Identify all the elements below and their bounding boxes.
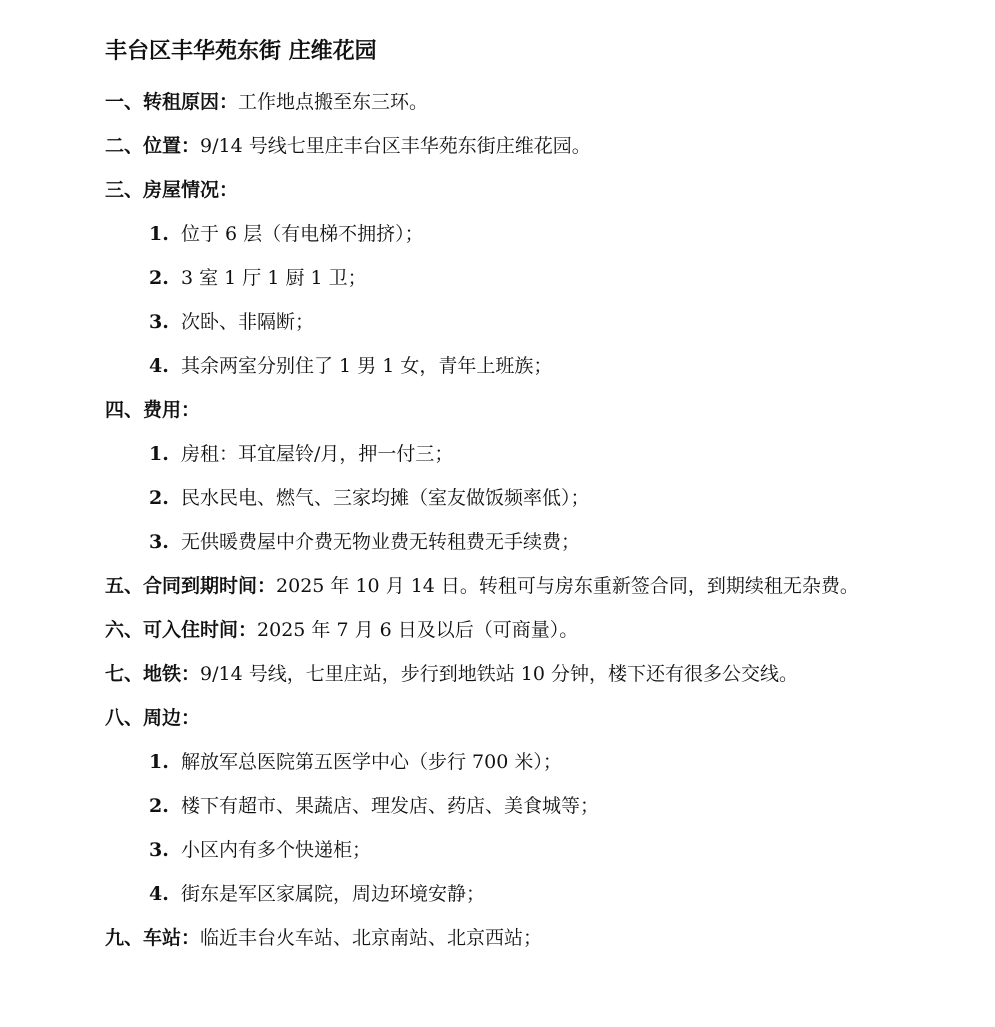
list-item xyxy=(105,740,965,784)
section-label: 五、合同到期时间： xyxy=(105,575,277,597)
list-item xyxy=(105,872,965,916)
item-text: 位于 6 层（有电梯不拥挤）； xyxy=(181,223,424,245)
item-number: 3. xyxy=(149,311,169,333)
item-number: 2. xyxy=(149,267,169,289)
item-number: 2. xyxy=(149,795,169,817)
document-title: 丰台区丰华苑东街 庄维花园 xyxy=(105,38,377,64)
section-label: 七、地铁： xyxy=(105,663,201,685)
section-subway xyxy=(105,652,965,696)
section-label: 二、位置： xyxy=(105,135,201,157)
list-item xyxy=(105,520,965,564)
item-text: 其余两室分别住了 1 男 1 女，青年上班族； xyxy=(181,355,553,377)
section-label: 六、可入住时间： xyxy=(105,619,258,641)
section-surroundings xyxy=(105,696,965,740)
section-label: 九、车站： xyxy=(105,927,201,949)
item-text: 次卧、非隔断； xyxy=(181,311,315,333)
section-label: 一、转租原因： xyxy=(105,91,239,113)
section-stations xyxy=(105,916,965,960)
section-house xyxy=(105,168,965,212)
section-location xyxy=(105,124,965,168)
item-number: 4. xyxy=(149,883,169,905)
item-text: 无供暖费屋中介费无物业费无转租费无手续费； xyxy=(181,531,581,553)
item-text: 3 室 1 厅 1 厨 1 卫； xyxy=(181,267,367,289)
section-label: 四、费用： xyxy=(105,399,201,421)
item-text: 楼下有超市、果蔬店、理发店、药店、美食城等； xyxy=(181,795,600,817)
item-number: 3. xyxy=(149,531,169,553)
item-text: 街东是军区家属院，周边环境安静； xyxy=(181,883,486,905)
section-text: 9/14 号线七里庄丰台区丰华苑东街庄维花园。 xyxy=(200,135,591,157)
item-text: 小区内有多个快递柜； xyxy=(181,839,372,861)
section-label: 八、周边： xyxy=(105,707,201,729)
list-item xyxy=(105,212,965,256)
item-text: 民水民电、燃气、三家均摊（室友做饭频率低）； xyxy=(181,487,590,509)
section-text: 9/14 号线，七里庄站，步行到地铁站 10 分钟，楼下还有很多公交线。 xyxy=(200,663,798,685)
section-contract-end xyxy=(105,564,965,608)
item-number: 4. xyxy=(149,355,169,377)
section-move-in xyxy=(105,608,965,652)
list-item xyxy=(105,828,965,872)
list-item xyxy=(105,432,965,476)
list-item xyxy=(105,784,965,828)
list-item xyxy=(105,256,965,300)
item-number: 1. xyxy=(149,751,169,773)
section-text: 工作地点搬至东三环。 xyxy=(238,91,429,113)
section-fees xyxy=(105,388,965,432)
section-text: 2025 年 7 月 6 日及以后（可商量）。 xyxy=(257,619,579,641)
list-item xyxy=(105,344,965,388)
item-text: 解放军总医院第五医学中心（步行 700 米）； xyxy=(181,751,562,773)
item-text: 房租：耳宜屋铃/月，押一付三； xyxy=(181,443,454,465)
document-body xyxy=(105,30,965,960)
item-number: 1. xyxy=(149,443,169,465)
section-label: 三、房屋情况： xyxy=(105,179,239,201)
list-item xyxy=(105,476,965,520)
item-number: 3. xyxy=(149,839,169,861)
item-number: 2. xyxy=(149,487,169,509)
list-item xyxy=(105,300,965,344)
item-number: 1. xyxy=(149,223,169,245)
section-text: 2025 年 10 月 14 日。转租可与房东重新签合同，到期续租无杂费。 xyxy=(276,575,859,597)
section-text: 临近丰台火车站、北京南站、北京西站； xyxy=(200,927,543,949)
section-reason xyxy=(105,80,965,124)
